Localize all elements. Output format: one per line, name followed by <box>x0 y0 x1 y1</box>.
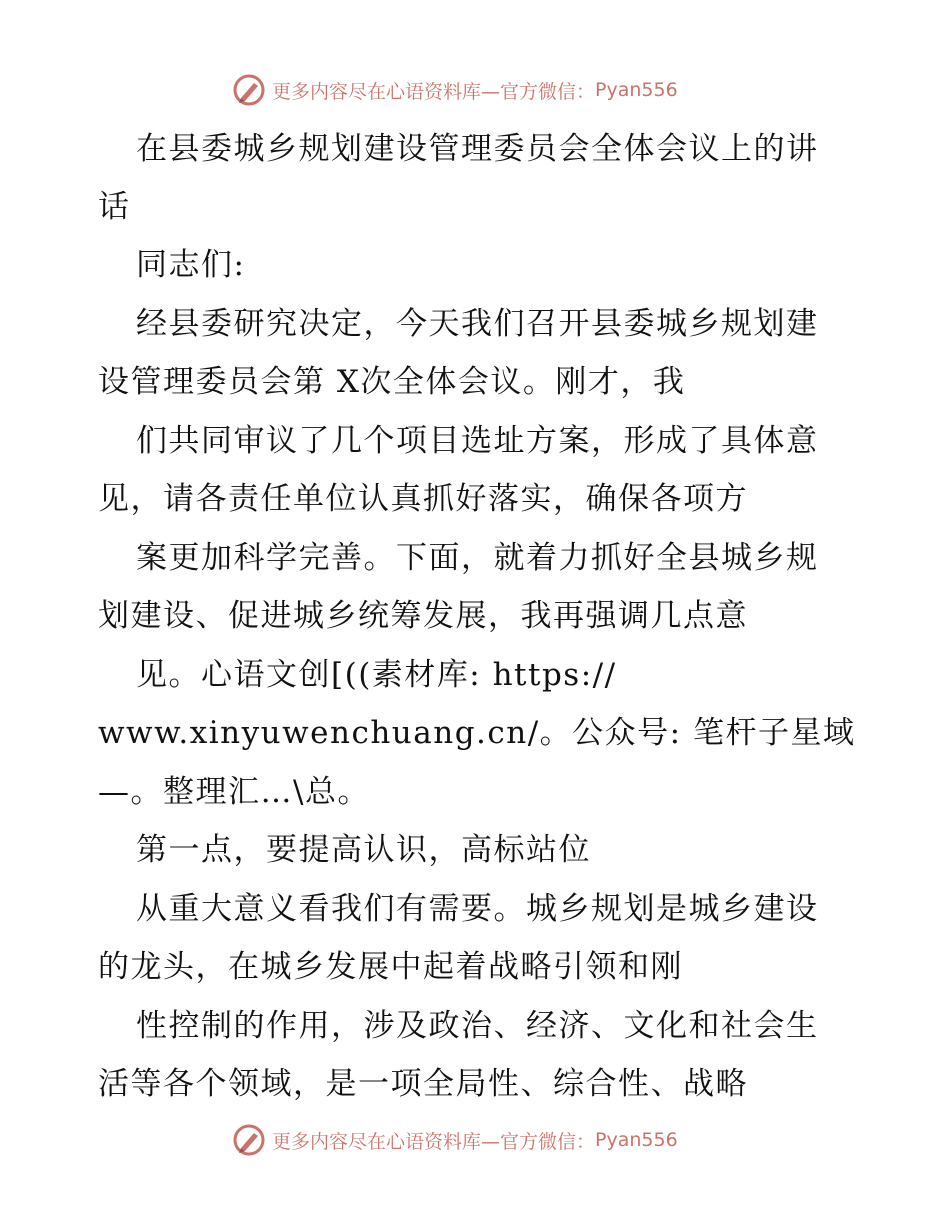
watermark-banner-bottom <box>232 1122 752 1158</box>
watermark-banner-top <box>232 72 752 108</box>
paragraph-line: 见。心语文创[((素材库: https:// <box>136 657 617 693</box>
paragraph-line: 经县委研究决定，今天我们召开县委城乡规划建 <box>136 306 819 342</box>
paragraph-line: 划建设、促进城乡统筹发展，我再强调几点意 <box>98 598 748 634</box>
pen-logo-icon <box>232 73 266 107</box>
watermark-handle: Pyan556 <box>595 1129 678 1151</box>
paragraph-line: 见，请各责任单位认真抓好落实，确保各项方 <box>98 481 748 517</box>
paragraph-line: —。整理汇…\总。 <box>98 774 370 810</box>
paragraph-line: 们共同审议了几个项目选址方案，形成了具体意 <box>136 423 819 459</box>
pen-logo-icon <box>232 1123 266 1157</box>
watermark-text: 更多内容尽在心语资料库—官方微信： <box>272 1130 596 1153</box>
paragraph-line: 的龙头，在城乡发展中起着战略引领和刚 <box>98 949 683 985</box>
paragraph-line: 活等各个领域，是一项全局性、综合性、战略 <box>98 1066 748 1102</box>
paragraph-line: 设管理委员会第 X次全体会议。刚才，我 <box>98 364 686 400</box>
watermark-text: 更多内容尽在心语资料库—官方微信： <box>272 80 596 103</box>
salutation: 同志们: <box>136 247 246 283</box>
watermark-handle: Pyan556 <box>595 79 678 101</box>
paragraph-line: www.xinyuwenchuang.cn/。公众号: 笔杆子星域 <box>98 715 856 751</box>
title-line-2: 话 <box>98 189 131 225</box>
paragraph-line: 从重大意义看我们有需要。城乡规划是城乡建设 <box>136 891 819 927</box>
section-heading: 第一点，要提高认识，高标站位 <box>136 832 591 868</box>
title-line-1: 在县委城乡规划建设管理委员会全体会议上的讲 <box>136 131 819 167</box>
paragraph-line: 性控制的作用，涉及政治、经济、文化和社会生 <box>136 1008 819 1044</box>
paragraph-line: 案更加科学完善。下面，就着力抓好全县城乡规 <box>136 540 819 576</box>
